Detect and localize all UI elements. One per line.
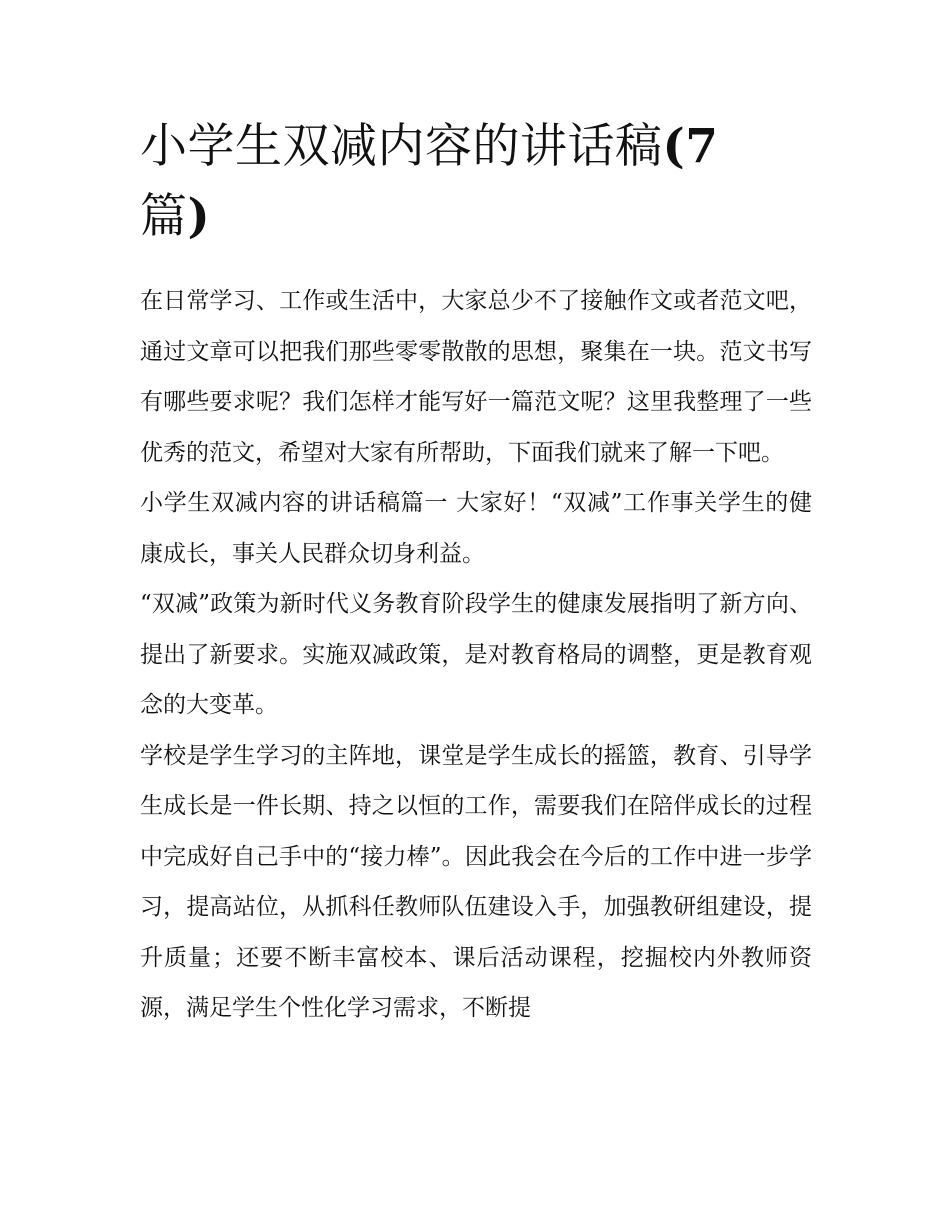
paragraph-school: 学校是学生学习的主阵地，课堂是学生成长的摇篮，教育、引导学生成长是一件长期、持之以恒的工作，需要我们在陪伴成长的过程中完成好自己手中的“接力棒”。因此我会在今后的工作中进一步学习，提高站位，从抓科任教师队伍建设入手，加强教研组建设，提升质量；还要不断丰富校本、课后活动课程，挖掘校内外教师资源，满足学生个性化学习需求，不断提 xyxy=(140,742,812,1021)
document-title: 小学生双减内容的讲话稿(7篇) xyxy=(140,119,719,244)
paragraph-intro: 在日常学习、工作或生活中，大家总少不了接触作文或者范文吧，通过文章可以把我们那些零零散散的思想，聚集在一块。范文书写有哪些要求呢？我们怎样才能写好一篇范文呢？这里我整理了一些优秀的范文，希望对大家有所帮助，下面我们就来了解一下吧。 xyxy=(140,288,812,466)
paragraph-policy: “双减”政策为新时代义务教育阶段学生的健康发展指明了新方向、提出了新要求。实施双减政策，是对教育格局的调整，更是教育观念的大变革。 xyxy=(140,591,812,718)
paragraph-greeting: 小学生双减内容的讲话稿篇一 大家好！“双减”工作事关学生的健康成长，事关人民群众切身利益。 xyxy=(140,490,812,567)
document-body xyxy=(140,276,812,1034)
